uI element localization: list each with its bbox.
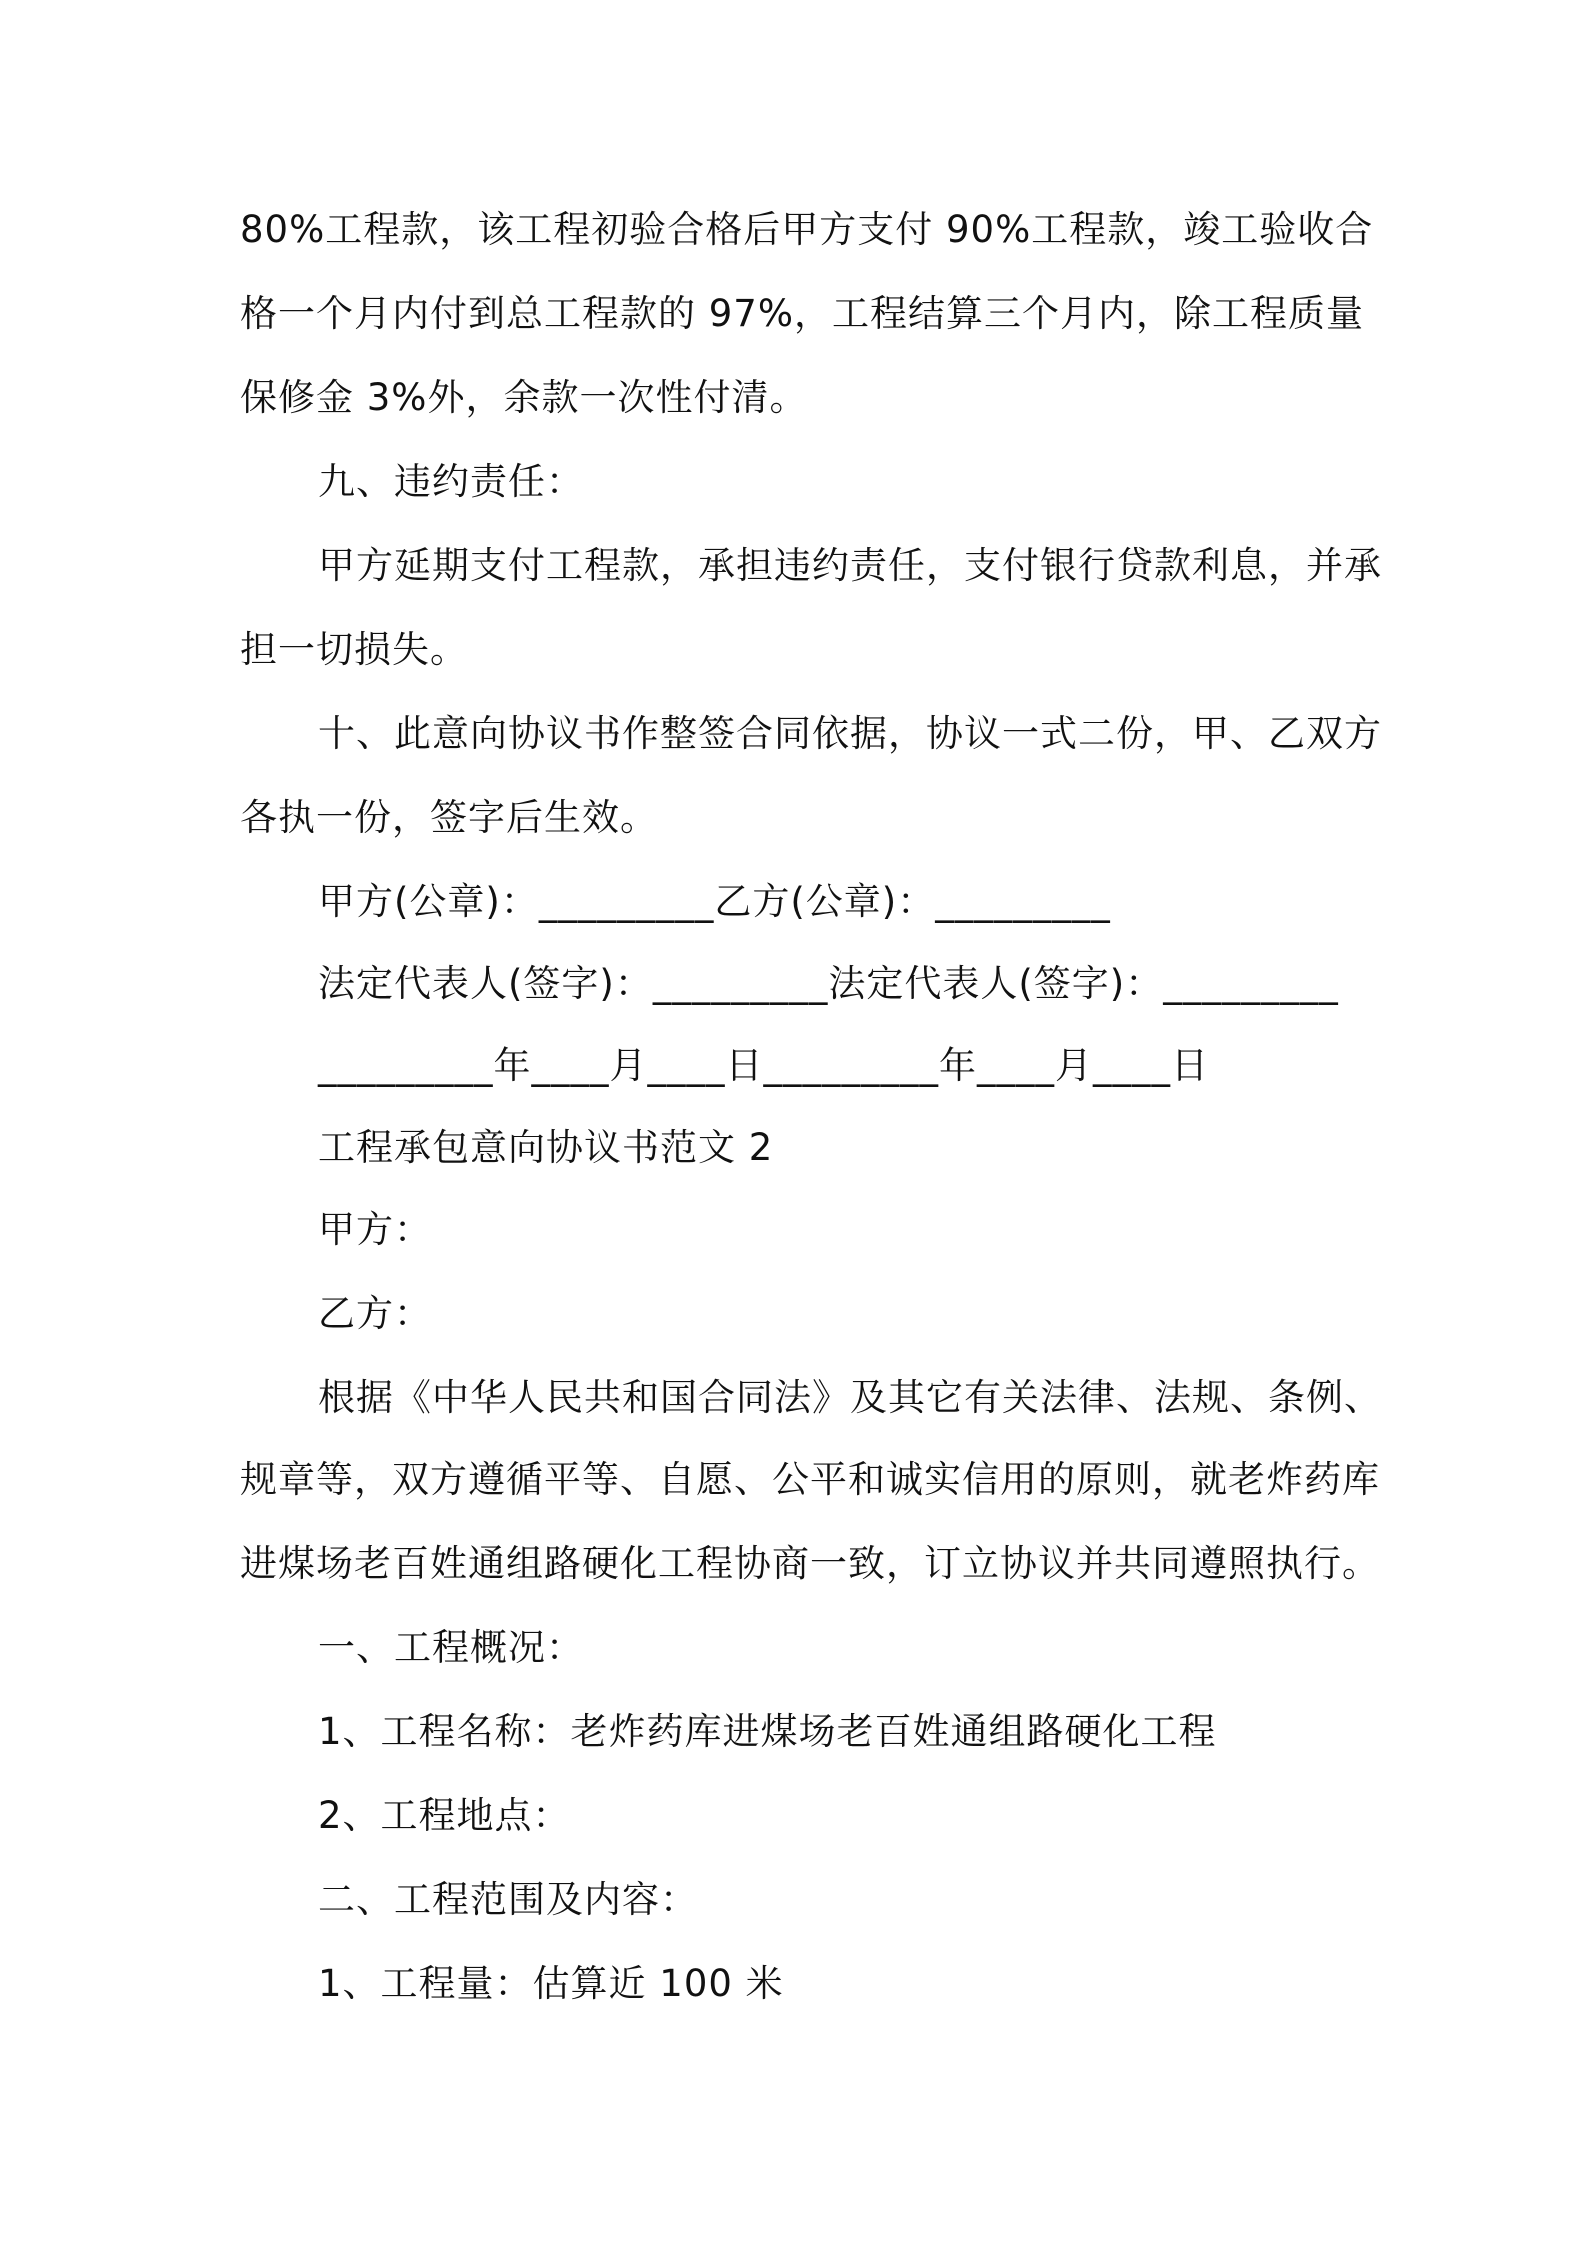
list-item: 2、工程地点： (318, 1794, 571, 1837)
paragraph-line: 80%工程款，该工程初验合格后甲方支付 90%工程款，竣工验收合 (240, 208, 1374, 251)
paragraph-line: 规章等，双方遵循平等、自愿、公平和诚实信用的原则，就老炸药库 (240, 1458, 1380, 1501)
paragraph-line: 各执一份，签字后生效。 (240, 796, 658, 839)
paragraph-line: 保修金 3%外，余款一次性付清。 (240, 376, 808, 419)
list-item: 1、工程量：估算近 100 米 (318, 1962, 784, 2005)
signature-line-date: _________年____月____日_________年____月____日 (318, 1044, 1209, 1087)
section-heading: 十、此意向协议书作整签合同依据，协议一式二份，甲、乙双方 (318, 712, 1382, 755)
document-subtitle: 工程承包意向协议书范文 2 (318, 1126, 774, 1169)
party-a-label: 甲方： (318, 1208, 432, 1251)
signature-line-seal: 甲方(公章)：_________乙方(公章)：_________ (318, 880, 1111, 923)
section-heading: 一、工程概况： (318, 1626, 584, 1669)
paragraph-line: 根据《中华人民共和国合同法》及其它有关法律、法规、条例、 (318, 1376, 1382, 1419)
section-heading: 二、工程范围及内容： (318, 1878, 698, 1921)
list-item: 1、工程名称：老炸药库进煤场老百姓通组路硬化工程 (318, 1710, 1217, 1753)
section-heading: 九、违约责任： (318, 460, 584, 503)
party-b-label: 乙方： (318, 1292, 432, 1335)
signature-line-representative: 法定代表人(签字)：_________法定代表人(签字)：_________ (318, 962, 1339, 1005)
paragraph-line: 格一个月内付到总工程款的 97%，工程结算三个月内，除工程质量 (240, 292, 1364, 335)
paragraph-line: 甲方延期支付工程款，承担违约责任，支付银行贷款利息，并承 (318, 544, 1382, 587)
paragraph-line: 进煤场老百姓通组路硬化工程协商一致，订立协议并共同遵照执行。 (240, 1542, 1380, 1585)
paragraph-line: 担一切损失。 (240, 628, 468, 671)
